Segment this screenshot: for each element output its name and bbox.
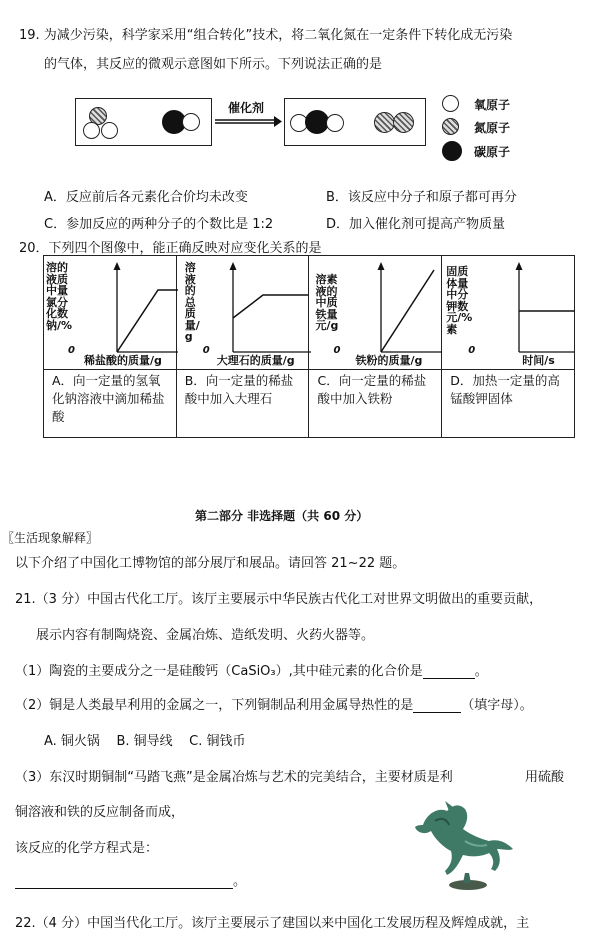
nitrogen-atom-icon (393, 112, 414, 133)
graph-d-cell (442, 256, 575, 370)
answer-blank-1[interactable] (423, 664, 475, 679)
graph-c-xlabel: 铁粉的质量/g (355, 354, 423, 367)
oxygen-atom-icon (83, 122, 100, 139)
graph-a-desc: A．向一定量的氢氧化钠溶液中滴加稀盐酸 (52, 373, 165, 424)
q21-sub2-end: （填字母）。 (461, 698, 533, 713)
graph-a-xlabel: 稀盐酸的质量/g (84, 354, 162, 367)
q19-option-a: A．反应前后各元素化合价均未改变 (44, 190, 248, 205)
part2-title: 第二部分 非选择题（共 60 分） (195, 509, 369, 523)
q21-sub3-line3: 该反应的化学方程式是： (15, 841, 159, 856)
q21-sub1 (15, 660, 488, 679)
graph-d-ylabel: 固质体量中分钾数元/%素 (446, 265, 473, 336)
q21-sub3-text: （3）东汉时期铜制“马踏飞燕”是金属冶炼与艺术的完美结合，主要材质是利 (15, 770, 453, 785)
graph-a-ylabel: 溶的液质中量氯分化数钠/% (46, 261, 73, 332)
section-label: 〖生活现象解释〗 (2, 531, 99, 545)
catalyst-label: 催化剂 (228, 101, 265, 115)
q21-sub1-text: （1）陶瓷的主要成分之一是硅酸钙（CaSiO₃）,其中硅元素的化合价是 (15, 664, 423, 679)
bronze-horse-image (405, 795, 520, 895)
graph-b-origin: 0 (202, 345, 210, 356)
answer-blank-2[interactable] (413, 698, 461, 713)
q20-stem: 20．下列四个图像中，能正确反映对应变化关系的是 (19, 241, 322, 256)
oxygen-atom-icon (182, 113, 200, 131)
graph-c-desc: C．向一定量的稀盐酸中加入铁粉 (317, 373, 427, 406)
q20-graph-table (43, 255, 575, 438)
q21-sub3-answer (15, 870, 246, 889)
legend-carbon-label: 碳原子 (474, 145, 511, 159)
q22-line1: 22.（4 分）中国当代化工厅。该厅主要展示了建国以来中国化工发展历程及辉煌成就，主 (15, 916, 530, 931)
reaction-arrow-icon (213, 114, 283, 128)
legend-nitrogen-label: 氮原子 (474, 121, 511, 135)
graph-d-desc-cell (442, 370, 575, 438)
graph-b-cell (176, 256, 309, 370)
graph-b-desc: B．向一定量的稀盐酸中加入大理石 (184, 373, 294, 406)
graph-c-cell (309, 256, 442, 370)
graph-a-desc-cell (44, 370, 177, 438)
graph-c-origin: 0 (333, 345, 341, 356)
q21-sub3-text-cont: 用硫酸 (525, 770, 565, 785)
q21-sub2-text: （2）铜是人类最早利用的金属之一，下列铜制品利用金属导热性的是 (15, 698, 414, 713)
answer-blank-3[interactable] (15, 874, 233, 889)
q21-sub1-end: 。 (474, 664, 488, 679)
q21-sub2-options: A. 铜火锅 B. 铜导线 C. 铜钱币 (44, 734, 246, 749)
graph-b-ylabel: 溶液的总质量/g (184, 261, 200, 343)
graph-b-desc-cell (176, 370, 309, 438)
q21-line2: 展示内容有制陶烧瓷、金属冶炼、造纸发明、火药火器等。 (36, 628, 375, 643)
q21-sub3-end: 。 (233, 874, 247, 889)
part2-intro: 以下介绍了中国化工博物馆的部分展厅和展品。请回答 21~22 题。 (15, 556, 406, 571)
legend-carbon-icon (442, 141, 462, 161)
graph-d-xlabel: 时间/s (522, 354, 555, 367)
q21-sub3-line2: 铜溶液和铁的反应制备而成， (15, 805, 185, 820)
graph-d-origin: 0 (468, 345, 476, 356)
q21-sub2 (15, 694, 533, 713)
graph-a-origin: 0 (68, 345, 75, 356)
legend-oxygen-label: 氧原子 (474, 98, 511, 112)
q21-line1: 21.（3 分）中国古代化工厅。该厅主要展示中华民族古代化工对世界文明做出的重要贡献， (15, 592, 543, 607)
graph-d-desc: D．加热一定量的高锰酸钾固体 (450, 373, 560, 406)
oxygen-atom-icon (101, 122, 118, 139)
q19-line1: 19. 为减少污染，科学家采用“组合转化”技术，将二氧化氮在一定条件下转化成无污染 (19, 28, 513, 43)
graph-b-xlabel: 大理石的质量/g (216, 354, 295, 367)
graph-a-cell (44, 256, 177, 370)
graph-d-plot (442, 256, 576, 370)
graph-c-desc-cell (309, 370, 442, 438)
legend-nitrogen-icon (442, 118, 459, 135)
q19-line2: 的气体，其反应的微观示意图如下所示。下列说法正确的是 (44, 57, 383, 72)
graph-c-ylabel: 溶素液的中质铁量元/g (315, 273, 339, 332)
q19-option-c: C．参加反应的两种分子的个数比是 1:2 (44, 217, 274, 232)
legend-oxygen-icon (442, 95, 459, 112)
q19-option-d: D．加入催化剂可提高产物质量 (326, 217, 506, 232)
nitrogen-atom-icon (374, 112, 395, 133)
oxygen-atom-icon (326, 114, 344, 132)
q19-option-b: B．该反应中分子和原子都可再分 (326, 190, 517, 205)
